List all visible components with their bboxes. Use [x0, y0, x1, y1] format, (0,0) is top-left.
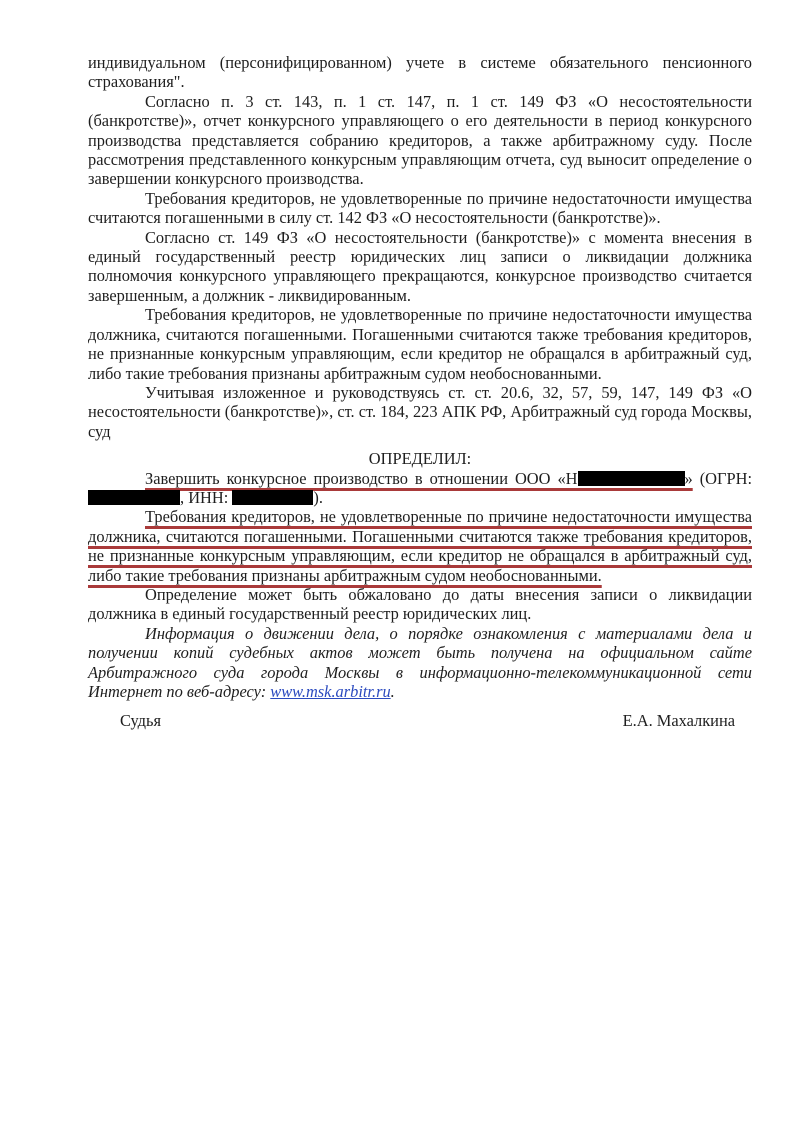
inn-label: , ИНН: — [180, 487, 233, 507]
signature-role: Судья — [120, 711, 162, 731]
note-text: Информация о движении дела, о порядке ознакомления с материалами дела и получении копий судебных актов может быть получена на официальном сайте Арбитражного суда города Москвы в информационно-телекоммуникационной сети Интернет по веб-адресу: — [88, 623, 752, 701]
note-suffix: . — [390, 682, 395, 701]
paragraph-case-info-note — [88, 624, 752, 702]
court-website-link[interactable]: www.msk.arbitr.ru — [270, 682, 391, 701]
ruling-underlined-operative-text — [145, 469, 693, 488]
redacted-ogrn-value — [88, 490, 180, 505]
ruling-claims-underlined-text: Требования кредиторов, не удовлетворенные по причине недостаточности имущества должника, считаются погашенными. Погашенными считаются также требования кредиторов, не признанные конкурсным управляющим, если кредитор не обращался в арбитражный суд, либо такие требования признаны арбитражным судом необоснованными. — [88, 507, 752, 585]
paragraph-liquidation-art149: Согласно ст. 149 ФЗ «О несостоятельности (банкротстве)» с момента внесения в единый государственный реестр юридических лиц записи о ликвидации должника полномочия конкурсного управляющего прекращаются, конкурсное производство считается завершенным, а должник - ликвидированным. — [88, 227, 752, 305]
paragraph-claims-extinguished-motivation: Требования кредиторов, не удовлетворенные по причине недостаточности имущества должника, считаются погашенными. Погашенными считаются также требования кредиторов, не признанные конкурсным управляющим, если кредитор не обращался в арбитражный суд, либо такие требования признаны арбитражным судом необоснованными. — [88, 305, 752, 383]
paragraph-legal-grounds: Учитывая изложенное и руководствуясь ст. ст. 20.6, 32, 57, 59, 147, 149 ФЗ «О несостоятельности (банкротстве)», ст. ст. 184, 223 АПК РФ, Арбитражный суд города Москвы, суд — [88, 382, 752, 441]
ruling-item-claims-extinguished — [88, 507, 752, 585]
ruling-item-closing: ). — [313, 487, 323, 507]
redacted-inn-value — [232, 490, 313, 505]
redacted-company-name — [578, 471, 685, 486]
ogrn-label: (ОГРН: — [692, 468, 752, 488]
paragraph-appeal-rights: Определение может быть обжаловано до даты внесения записи о ликвидации должника в единый государственный реестр юридических лиц. — [88, 584, 752, 624]
paragraph-claims-extinguished-art142: Требования кредиторов, не удовлетворенные по причине недостаточности имущества считаются погашенными в силу ст. 142 ФЗ «О несостоятельности (банкротстве)». — [88, 188, 752, 228]
ruling-heading: ОПРЕДЕЛИЛ: — [368, 449, 472, 469]
paragraph-trustee-report-rules: Согласно п. 3 ст. 143, п. 1 ст. 147, п. 1 ст. 149 ФЗ «О несостоятельности (банкротстве)», отчет конкурсного управляющего о его деятельности в период конкурсного производства представляется собранию кредиторов, а также арбитражному суду. После рассмотрения представленного конкурсным управляющим отчета, суд выносит определение о завершении конкурсного производства. — [88, 91, 752, 189]
ruling-operative-suffix: » — [684, 468, 693, 488]
signature-row — [88, 711, 752, 730]
ruling-operative-prefix: Завершить конкурсное производство в отношении ООО «Н — [145, 468, 578, 488]
signature-name: Е.А. Махалкина — [622, 711, 735, 731]
paragraph-pension-insurance-continuation: индивидуальном (персонифицированном) учете в системе обязательного пенсионного страхования". — [88, 53, 752, 92]
ruling-item-complete-proceedings — [88, 469, 752, 508]
